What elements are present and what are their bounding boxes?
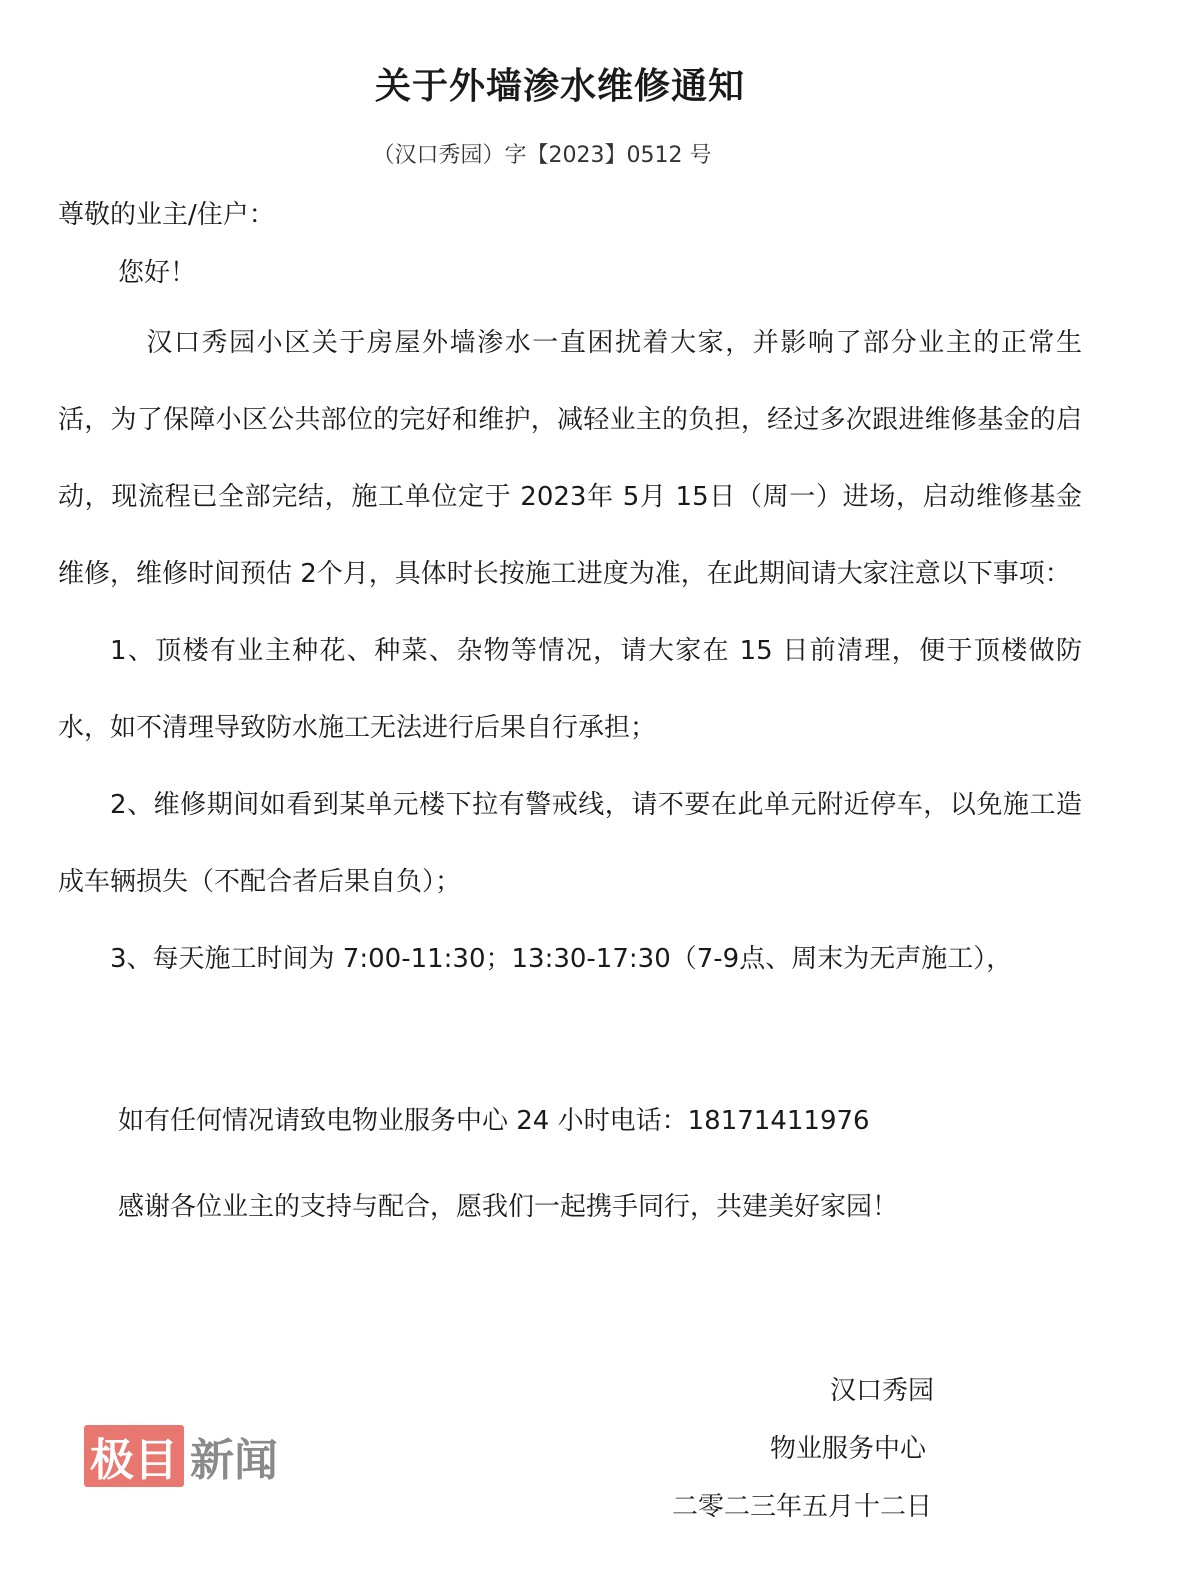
item-3: 3、每天施工时间为 7:00-11:30；13:30-17:30（7-9点、周末为无声施工）， [110, 944, 1013, 974]
logo-red-part: 极目 [84, 1425, 184, 1487]
document-number: （汉口秀园）字【2023】0512 号 [372, 143, 712, 168]
notice-body [58, 305, 1082, 998]
item-2: 2、维修期间如看到某单元楼下拉有警戒线，请不要在此单元附近停车，以免施工造成车辆损失（不配合者后果自负）； [58, 790, 1082, 897]
item-1: 1、顶楼有业主种花、种菜、杂物等情况，请大家在 15 日前清理，便于顶楼做防水，如不清理导致防水施工无法进行后果自行承担； [58, 636, 1083, 743]
thanks-line: 感谢各位业主的支持与配合，愿我们一起携手同行，共建美好家园！ [118, 1192, 899, 1222]
logo-grey-part: 新闻 [190, 1435, 278, 1486]
watermark-logo [84, 1424, 278, 1488]
notice-title: 关于外墙渗水维修通知 [374, 66, 745, 107]
contact-line: 如有任何情况请致电物业服务中心 24 小时电话：18171411976 [118, 1106, 870, 1136]
intro-paragraph: 汉口秀园小区关于房屋外墙渗水一直困扰着大家，并影响了部分业主的正常生活，为了保障小区公共部位的完好和维护，减轻业主的负担，经过多次跟进维修基金的启动，现流程已全部完结，施工单位定于 2023年 5月 15日（周一）进场，启动维修基金维修，维修时间预估 2个月，具体时长按施工进度为准，在此期间请大家注意以下事项： [58, 328, 1082, 589]
signature-dept: 物业服务中心 [770, 1434, 927, 1464]
hello-line: 您好！ [118, 258, 197, 288]
signature-date: 二零二三年五月十二日 [672, 1492, 933, 1522]
greeting: 尊敬的业主/住户： [58, 200, 275, 230]
signature-org: 汉口秀园 [830, 1376, 935, 1406]
